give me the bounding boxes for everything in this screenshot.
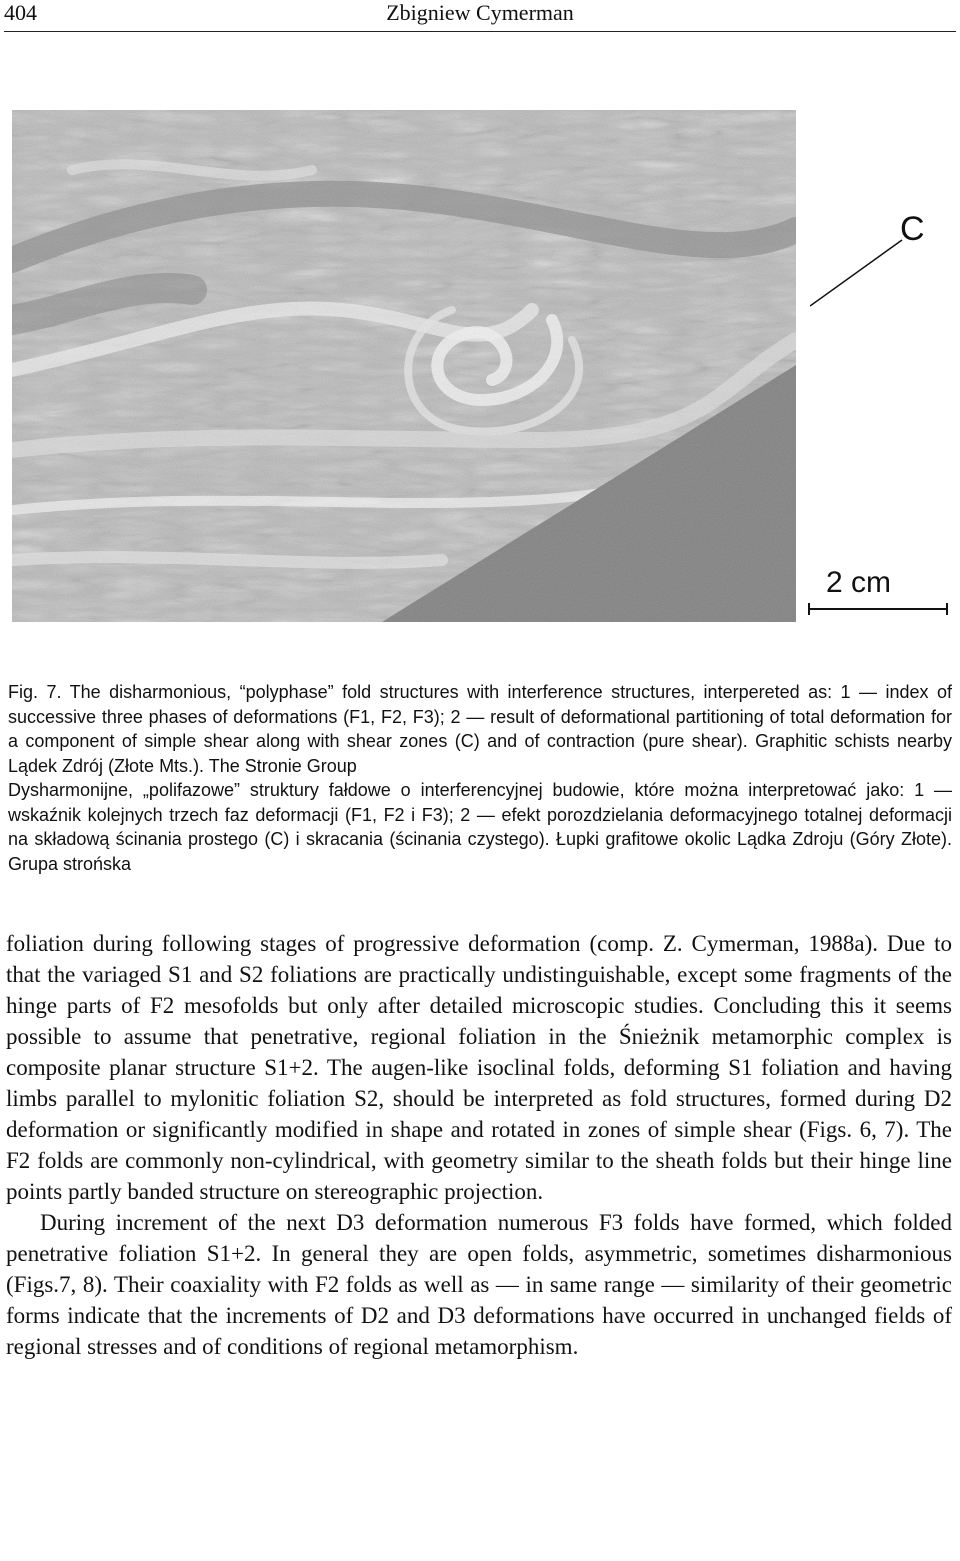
shear-zone-pointer-line xyxy=(810,238,910,308)
body-paragraph-2: During increment of the next D3 deformation numerous F3 folds have formed, which folded penetrative foliation S1+2. In general they are open folds, asymmetric, sometimes disharmonious (Figs.7, 8). Their coaxiality with F2 folds as well as — in same range — similarity of their geometric forms indicate that the increments of D2 and D3 deformations have occurred in unchanged fields of regional stresses and of conditions of regional metamorphism. xyxy=(6,1210,952,1359)
figure-caption xyxy=(8,680,952,876)
body-paragraph-1: foliation during following stages of progressive deformation (comp. Z. Cymerman, 1988a). Due to that the variaged S1 and S2 foliations are practically undistinguishable, except some fragments of the hinge parts of F2 mesofolds but only after detailed microscopic studies. Concluding this it seems possible to assume that penetrative, regional foliation in the Śnieżnik metamorphic complex is composite planar structure S1+2. The augen-like isoclinal folds, deforming S1 foliation and having limbs parallel to mylonitic foliation S2, should be interpreted as fold structures, formed during D2 deformation or significantly modified in shape and rotated in zones of simple shear (Figs. 6, 7). The F2 folds are commonly non-cylindrical, with geometry similar to the sheath folds but their hinge line points partly banded structure on stereographic projection. xyxy=(6,931,952,1204)
scale-bar-label: 2 cm xyxy=(826,566,892,599)
rock-photograph xyxy=(12,110,796,622)
scale-bar xyxy=(808,608,948,610)
running-head-author: Zbigniew Cymerman xyxy=(386,0,574,25)
shear-zone-label: C xyxy=(900,210,925,248)
caption-polish: Dysharmonijne, „polifazowe” struktury fałdowe o interferencyjnej budowie, które można interpretować jako: 1 — wskaźnik kolejnych trzech faz deformacji (F1, F2 i F3); 2 — efekt porozdzielania deformacyjnego totalnej deformacji na składową ścinania prostego (C) i skracania (ścinania czystego). Łupki grafitowe okolic Lądka Zdroju (Góry Złote). Grupa strońska xyxy=(8,780,952,874)
header-rule xyxy=(4,31,956,32)
body-text xyxy=(6,928,952,1362)
page-number: 404 xyxy=(4,0,37,25)
page-header xyxy=(0,0,960,34)
caption-english: Fig. 7. The disharmonious, “polyphase” fold structures with interference structures, interpereted as: 1 — index of successive three phases of deformations (F1, F2, F3); 2 — result of deformational partitioning of total deformation for a component of simple shear along with shear zones (C) and of contraction (pure shear). Graphitic schists nearby Lądek Zdrój (Złote Mts.). The Stronie Group xyxy=(8,682,952,776)
